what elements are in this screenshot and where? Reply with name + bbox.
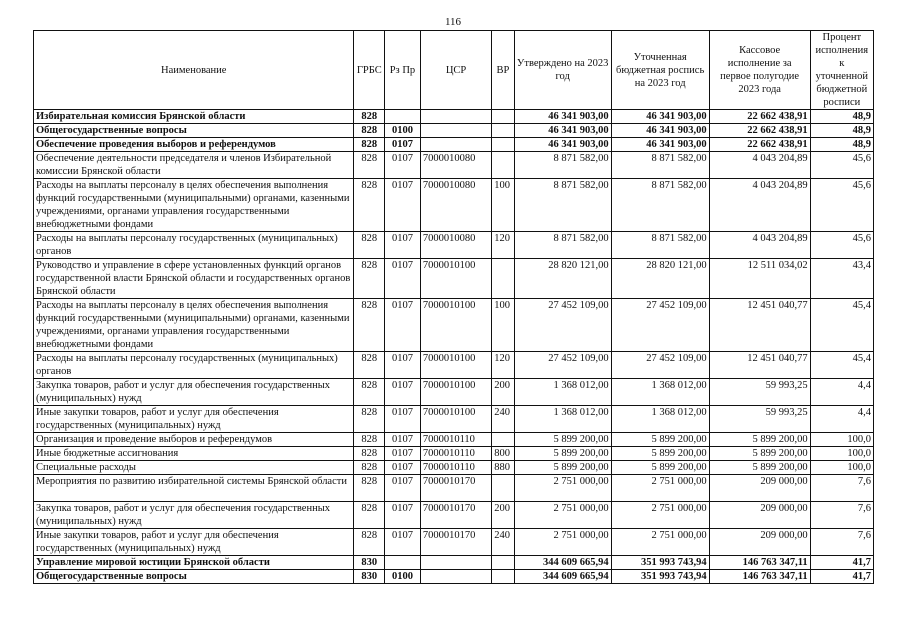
cell-executed: 22 662 438,91 — [709, 124, 810, 138]
cell-percent: 48,9 — [810, 110, 873, 124]
cell-vr: 200 — [492, 502, 514, 529]
cell-rzpr: 0107 — [385, 232, 421, 259]
cell-approved: 5 899 200,00 — [514, 447, 611, 461]
header-refined: Уточненная бюджетная роспись на 2023 год — [611, 31, 709, 110]
cell-rzpr: 0107 — [385, 299, 421, 352]
cell-name: Расходы на выплаты персоналу государственных (муниципальных) органов — [34, 352, 354, 379]
cell-vr — [492, 259, 514, 299]
cell-name: Иные закупки товаров, работ и услуг для обеспечения государственных (муниципальных) нужд — [34, 529, 354, 556]
cell-executed: 4 043 204,89 — [709, 179, 810, 232]
cell-grbs: 828 — [354, 433, 385, 447]
cell-percent: 41,7 — [810, 570, 873, 584]
table-row — [34, 570, 874, 584]
cell-refined: 351 993 743,94 — [611, 570, 709, 584]
cell-name: Расходы на выплаты персоналу в целях обеспечения выполнения функций государственными (муниципальными) органами, казенными учреждениями, органами управления государственными внебюджетными фондами — [34, 299, 354, 352]
cell-refined: 1 368 012,00 — [611, 406, 709, 433]
cell-percent: 100,0 — [810, 447, 873, 461]
cell-rzpr: 0107 — [385, 529, 421, 556]
cell-name: Мероприятия по развитию избирательной системы Брянской области — [34, 475, 354, 502]
cell-name: Обеспечение проведения выборов и референдумов — [34, 138, 354, 152]
cell-csr: 7000010080 — [420, 152, 491, 179]
cell-grbs: 828 — [354, 502, 385, 529]
cell-csr: 7000010100 — [420, 259, 491, 299]
cell-grbs: 828 — [354, 124, 385, 138]
cell-vr — [492, 433, 514, 447]
cell-csr: 7000010100 — [420, 406, 491, 433]
cell-csr: 7000010100 — [420, 299, 491, 352]
cell-vr: 120 — [492, 352, 514, 379]
cell-csr: 7000010170 — [420, 529, 491, 556]
cell-refined: 28 820 121,00 — [611, 259, 709, 299]
table-body — [34, 110, 874, 584]
cell-rzpr: 0107 — [385, 502, 421, 529]
table-row — [34, 502, 874, 529]
cell-vr — [492, 556, 514, 570]
cell-executed: 12 451 040,77 — [709, 299, 810, 352]
table-row — [34, 232, 874, 259]
cell-vr: 100 — [492, 299, 514, 352]
cell-vr: 200 — [492, 379, 514, 406]
cell-name: Расходы на выплаты персоналу государственных (муниципальных) органов — [34, 232, 354, 259]
cell-refined: 46 341 903,00 — [611, 110, 709, 124]
cell-rzpr: 0107 — [385, 461, 421, 475]
cell-refined: 8 871 582,00 — [611, 179, 709, 232]
cell-name: Организация и проведение выборов и референдумов — [34, 433, 354, 447]
cell-approved: 8 871 582,00 — [514, 152, 611, 179]
cell-executed: 209 000,00 — [709, 502, 810, 529]
cell-rzpr: 0107 — [385, 179, 421, 232]
cell-rzpr: 0107 — [385, 447, 421, 461]
cell-csr: 7000010170 — [420, 475, 491, 502]
cell-approved: 2 751 000,00 — [514, 529, 611, 556]
cell-approved: 344 609 665,94 — [514, 570, 611, 584]
cell-vr — [492, 138, 514, 152]
table-row — [34, 124, 874, 138]
cell-percent: 7,6 — [810, 475, 873, 502]
cell-csr: 7000010110 — [420, 447, 491, 461]
cell-executed: 209 000,00 — [709, 475, 810, 502]
budget-table — [33, 30, 874, 584]
cell-refined: 8 871 582,00 — [611, 232, 709, 259]
cell-name: Закупка товаров, работ и услуг для обеспечения государственных (муниципальных) нужд — [34, 379, 354, 406]
cell-rzpr: 0107 — [385, 433, 421, 447]
cell-vr: 240 — [492, 406, 514, 433]
cell-grbs: 828 — [354, 379, 385, 406]
cell-name: Закупка товаров, работ и услуг для обеспечения государственных (муниципальных) нужд — [34, 502, 354, 529]
header-grbs: ГРБС — [354, 31, 385, 110]
cell-approved: 28 820 121,00 — [514, 259, 611, 299]
table-row — [34, 152, 874, 179]
cell-percent: 45,6 — [810, 179, 873, 232]
cell-name: Избирательная комиссия Брянской области — [34, 110, 354, 124]
cell-approved: 1 368 012,00 — [514, 406, 611, 433]
cell-grbs: 828 — [354, 461, 385, 475]
cell-vr — [492, 152, 514, 179]
cell-refined: 5 899 200,00 — [611, 447, 709, 461]
cell-vr: 100 — [492, 179, 514, 232]
cell-csr: 7000010080 — [420, 179, 491, 232]
table-header-row — [34, 31, 874, 110]
cell-grbs: 828 — [354, 352, 385, 379]
table-row — [34, 461, 874, 475]
cell-percent: 45,6 — [810, 152, 873, 179]
cell-csr — [420, 138, 491, 152]
cell-name: Руководство и управление в сфере установленных функций органов государственной власти Брянской области и государственных органов Брянской области — [34, 259, 354, 299]
table-row — [34, 379, 874, 406]
cell-refined: 27 452 109,00 — [611, 352, 709, 379]
table-row — [34, 179, 874, 232]
cell-grbs: 828 — [354, 529, 385, 556]
cell-approved: 2 751 000,00 — [514, 475, 611, 502]
cell-executed: 4 043 204,89 — [709, 232, 810, 259]
cell-refined: 2 751 000,00 — [611, 502, 709, 529]
cell-approved: 1 368 012,00 — [514, 379, 611, 406]
cell-rzpr: 0100 — [385, 570, 421, 584]
cell-percent: 45,4 — [810, 352, 873, 379]
cell-grbs: 828 — [354, 179, 385, 232]
cell-executed: 146 763 347,11 — [709, 556, 810, 570]
cell-csr: 7000010100 — [420, 352, 491, 379]
cell-csr — [420, 124, 491, 138]
page-number: 116 — [444, 16, 462, 28]
header-name: Наименование — [34, 31, 354, 110]
cell-executed: 5 899 200,00 — [709, 461, 810, 475]
cell-refined: 5 899 200,00 — [611, 433, 709, 447]
header-approved: Утверждено на 2023 год — [514, 31, 611, 110]
cell-name: Расходы на выплаты персоналу в целях обеспечения выполнения функций государственными (муниципальными) органами, казенными учреждениями, органами управления государственными внебюджетными фондами — [34, 179, 354, 232]
cell-grbs: 828 — [354, 110, 385, 124]
cell-percent: 48,9 — [810, 124, 873, 138]
cell-csr: 7000010110 — [420, 461, 491, 475]
cell-name: Общегосударственные вопросы — [34, 124, 354, 138]
cell-csr: 7000010100 — [420, 379, 491, 406]
cell-executed: 12 451 040,77 — [709, 352, 810, 379]
cell-csr: 7000010170 — [420, 502, 491, 529]
cell-name: Специальные расходы — [34, 461, 354, 475]
cell-approved: 27 452 109,00 — [514, 352, 611, 379]
cell-rzpr: 0100 — [385, 124, 421, 138]
cell-approved: 46 341 903,00 — [514, 138, 611, 152]
table-row — [34, 475, 874, 502]
cell-rzpr: 0107 — [385, 259, 421, 299]
cell-grbs: 828 — [354, 475, 385, 502]
cell-approved: 8 871 582,00 — [514, 232, 611, 259]
cell-name: Управление мировой юстиции Брянской области — [34, 556, 354, 570]
cell-executed: 22 662 438,91 — [709, 138, 810, 152]
cell-percent: 41,7 — [810, 556, 873, 570]
cell-vr — [492, 475, 514, 502]
cell-rzpr — [385, 110, 421, 124]
cell-grbs: 828 — [354, 406, 385, 433]
cell-grbs: 828 — [354, 138, 385, 152]
cell-refined: 5 899 200,00 — [611, 461, 709, 475]
table-row — [34, 110, 874, 124]
cell-refined: 2 751 000,00 — [611, 529, 709, 556]
cell-percent: 4,4 — [810, 379, 873, 406]
cell-percent: 43,4 — [810, 259, 873, 299]
table-row — [34, 352, 874, 379]
cell-vr: 880 — [492, 461, 514, 475]
cell-executed: 12 511 034,02 — [709, 259, 810, 299]
cell-name: Обеспечение деятельности председателя и членов Избирательной комиссии Брянской области — [34, 152, 354, 179]
cell-vr: 120 — [492, 232, 514, 259]
table-row — [34, 406, 874, 433]
cell-executed: 59 993,25 — [709, 406, 810, 433]
cell-grbs: 830 — [354, 556, 385, 570]
cell-refined: 8 871 582,00 — [611, 152, 709, 179]
cell-vr — [492, 124, 514, 138]
cell-executed: 5 899 200,00 — [709, 447, 810, 461]
cell-executed: 146 763 347,11 — [709, 570, 810, 584]
cell-csr: 7000010080 — [420, 232, 491, 259]
cell-executed: 59 993,25 — [709, 379, 810, 406]
cell-approved: 27 452 109,00 — [514, 299, 611, 352]
cell-refined: 46 341 903,00 — [611, 138, 709, 152]
cell-approved: 5 899 200,00 — [514, 461, 611, 475]
cell-rzpr: 0107 — [385, 152, 421, 179]
cell-refined: 46 341 903,00 — [611, 124, 709, 138]
cell-name: Иные закупки товаров, работ и услуг для обеспечения государственных (муниципальных) нужд — [34, 406, 354, 433]
cell-executed: 22 662 438,91 — [709, 110, 810, 124]
cell-name: Иные бюджетные ассигнования — [34, 447, 354, 461]
cell-refined: 1 368 012,00 — [611, 379, 709, 406]
cell-csr: 7000010110 — [420, 433, 491, 447]
cell-refined: 351 993 743,94 — [611, 556, 709, 570]
cell-name: Общегосударственные вопросы — [34, 570, 354, 584]
table-row — [34, 529, 874, 556]
cell-percent: 45,6 — [810, 232, 873, 259]
header-csr: ЦСР — [420, 31, 491, 110]
cell-vr — [492, 570, 514, 584]
cell-csr — [420, 556, 491, 570]
cell-percent: 7,6 — [810, 529, 873, 556]
cell-approved: 8 871 582,00 — [514, 179, 611, 232]
cell-approved: 46 341 903,00 — [514, 124, 611, 138]
cell-grbs: 828 — [354, 447, 385, 461]
cell-grbs: 830 — [354, 570, 385, 584]
table-row — [34, 556, 874, 570]
cell-rzpr: 0107 — [385, 379, 421, 406]
cell-approved: 344 609 665,94 — [514, 556, 611, 570]
cell-rzpr: 0107 — [385, 475, 421, 502]
cell-grbs: 828 — [354, 299, 385, 352]
header-executed: Кассовое исполнение за первое полугодие 2023 года — [709, 31, 810, 110]
cell-grbs: 828 — [354, 232, 385, 259]
table-row — [34, 299, 874, 352]
cell-grbs: 828 — [354, 259, 385, 299]
cell-csr — [420, 110, 491, 124]
cell-refined: 27 452 109,00 — [611, 299, 709, 352]
cell-executed: 209 000,00 — [709, 529, 810, 556]
cell-percent: 45,4 — [810, 299, 873, 352]
cell-percent: 48,9 — [810, 138, 873, 152]
cell-executed: 5 899 200,00 — [709, 433, 810, 447]
cell-approved: 2 751 000,00 — [514, 502, 611, 529]
cell-percent: 7,6 — [810, 502, 873, 529]
header-vr: ВР — [492, 31, 514, 110]
cell-vr — [492, 110, 514, 124]
table-row — [34, 433, 874, 447]
cell-approved: 46 341 903,00 — [514, 110, 611, 124]
cell-grbs: 828 — [354, 152, 385, 179]
cell-csr — [420, 570, 491, 584]
header-percent: Процент исполнения к уточненной бюджетной росписи — [810, 31, 873, 110]
cell-approved: 5 899 200,00 — [514, 433, 611, 447]
cell-rzpr: 0107 — [385, 406, 421, 433]
cell-executed: 4 043 204,89 — [709, 152, 810, 179]
table-row — [34, 138, 874, 152]
cell-rzpr: 0107 — [385, 352, 421, 379]
cell-percent: 100,0 — [810, 461, 873, 475]
cell-percent: 100,0 — [810, 433, 873, 447]
cell-rzpr: 0107 — [385, 138, 421, 152]
cell-vr: 240 — [492, 529, 514, 556]
table-row — [34, 259, 874, 299]
cell-percent: 4,4 — [810, 406, 873, 433]
table-row — [34, 447, 874, 461]
cell-refined: 2 751 000,00 — [611, 475, 709, 502]
cell-vr: 800 — [492, 447, 514, 461]
header-rzpr: Рз Пр — [385, 31, 421, 110]
cell-rzpr — [385, 556, 421, 570]
